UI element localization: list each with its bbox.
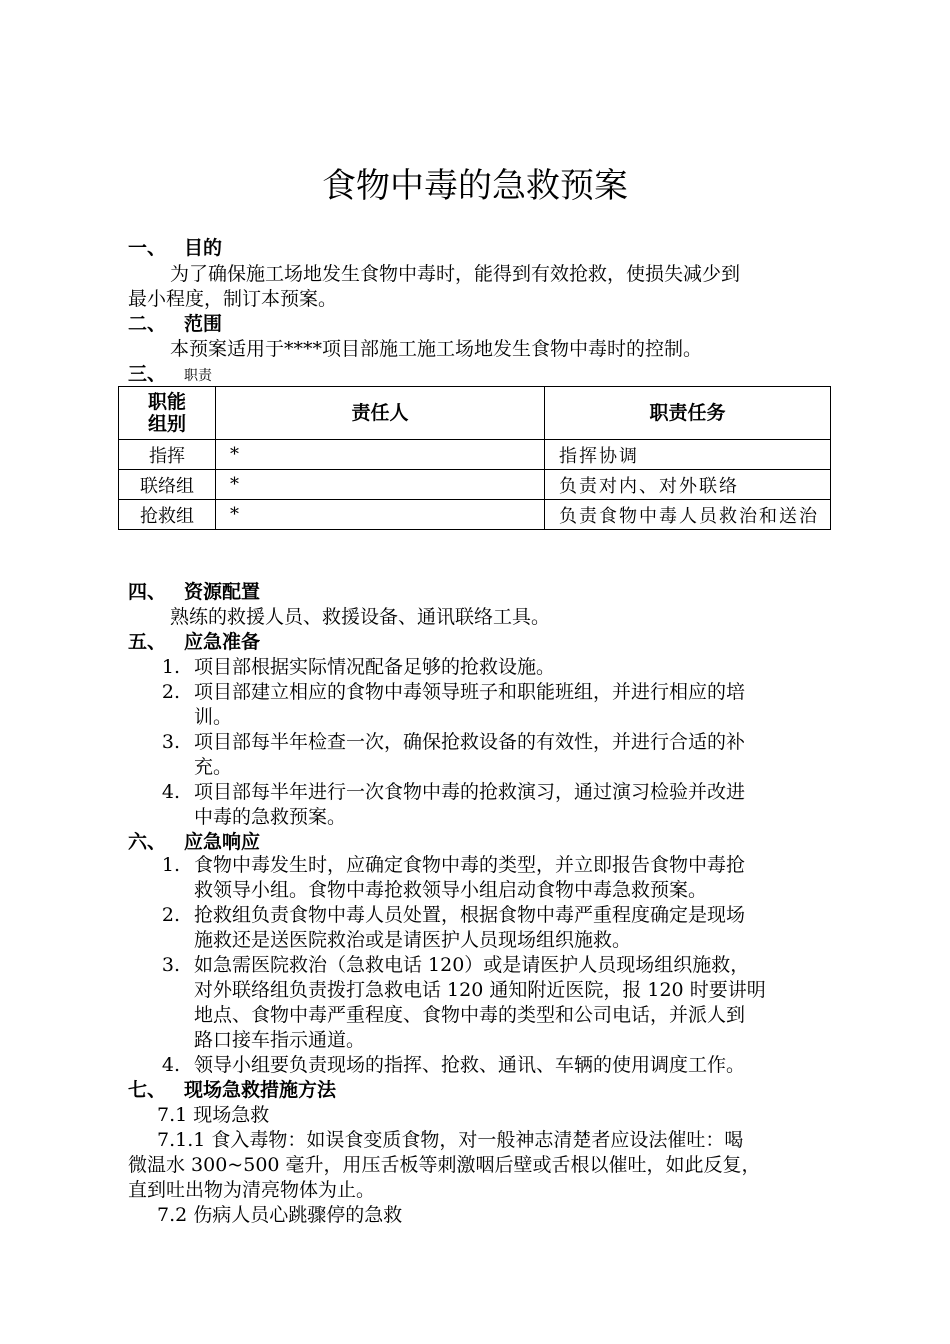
- section-4-heading: [128, 580, 260, 604]
- section-2-number: 二、: [128, 313, 167, 335]
- section-5-heading: [128, 630, 260, 654]
- list-text-cont: 路口接车指示通道。: [194, 1029, 366, 1051]
- list-number: 1.: [161, 854, 180, 876]
- section-1-body-line1: 为了确保施工场地发生食物中毒时，能得到有效抢救，使损失减少到: [170, 263, 741, 285]
- list-number: 3.: [161, 731, 180, 753]
- list-item: [160, 680, 860, 730]
- section-6-number: 六、: [128, 831, 167, 853]
- header-group-line1: 职能: [147, 391, 186, 413]
- list-item: [160, 853, 860, 903]
- table-header-group: [119, 387, 216, 440]
- list-text-cont: 对外联络组负责拨打急救电话 120 通知附近医院，报 120 时要讲明: [194, 979, 766, 1001]
- list-item: [160, 1053, 860, 1078]
- list-text-cont: 中毒的急救预案。: [194, 806, 347, 828]
- list-text: 项目部建立相应的食物中毒领导班子和职能班组，并进行相应的培: [194, 681, 746, 703]
- list-item: [160, 953, 860, 1053]
- section-4-title: 资源配置: [184, 581, 261, 603]
- section-7-body-line2: 微温水 300~500 毫升，用压舌板等刺激咽后壁或舌根以催吐，如此反复，: [128, 1154, 761, 1176]
- table-row: [119, 440, 831, 470]
- section-4-number: 四、: [128, 581, 167, 603]
- list-number: 1.: [161, 656, 180, 678]
- section-1-title: 目的: [184, 237, 223, 259]
- section-3-number: 三、: [128, 363, 167, 385]
- list-text: 领导小组要负责现场的指挥、抢救、通讯、车辆的使用调度工作。: [194, 1054, 746, 1076]
- table-cell-group: 联络组: [119, 470, 216, 500]
- list-text: 项目部根据实际情况配备足够的抢救设施。: [194, 656, 556, 678]
- section-7-body-line3: 直到吐出物为清亮物体为止。: [128, 1179, 376, 1201]
- header-group-line2: 组别: [147, 413, 186, 435]
- list-text-cont: 施救还是送医院救治或是请医护人员现场组织施救。: [194, 929, 632, 951]
- table-cell-task: 负责食物中毒人员救治和送治: [545, 500, 831, 530]
- table-cell-person: *: [216, 440, 545, 470]
- list-item: [160, 903, 860, 953]
- table-row: [119, 470, 831, 500]
- page-title: 食物中毒的急救预案: [322, 166, 628, 206]
- table-cell-person: *: [216, 500, 545, 530]
- section-7-title: 现场急救措施方法: [184, 1079, 337, 1101]
- list-number: 4.: [161, 1054, 180, 1076]
- section-7-number: 七、: [128, 1079, 167, 1101]
- responsibility-table: [118, 386, 831, 530]
- list-text-cont: 地点、食物中毒严重程度、食物中毒的类型和公司电话，并派人到: [194, 1004, 746, 1026]
- table-cell-task: 负责对内、对外联络: [545, 470, 831, 500]
- list-text: 项目部每半年进行一次食物中毒的抢救演习，通过演习检验并改进: [194, 781, 746, 803]
- section-1-heading: [128, 236, 222, 260]
- table-header-person: 责任人: [216, 387, 545, 440]
- section-2-title: 范围: [184, 313, 223, 335]
- list-item: [160, 730, 860, 780]
- subsection-7-2: 7.2 伤病人员心跳骤停的急救: [157, 1204, 403, 1226]
- section-1-body-line2: 最小程度，制订本预案。: [128, 288, 338, 310]
- section-5-title: 应急准备: [184, 631, 261, 653]
- list-text: 项目部每半年检查一次，确保抢救设备的有效性，并进行合适的补: [194, 731, 746, 753]
- table-cell-person: *: [216, 470, 545, 500]
- list-item: [160, 655, 860, 680]
- table-header-row: [119, 387, 831, 440]
- list-number: 2.: [161, 904, 180, 926]
- table-cell-task: 指挥协调: [545, 440, 831, 470]
- list-text-cont: 救领导小组。食物中毒抢救领导小组启动食物中毒急救预案。: [194, 879, 708, 901]
- section-1-number: 一、: [128, 237, 167, 259]
- list-number: 3.: [161, 954, 180, 976]
- table-header-task: 职责任务: [545, 387, 831, 440]
- list-text: 如急需医院救治（急救电话 120）或是请医护人员现场组织施救，: [194, 954, 750, 976]
- section-4-body: 熟练的救援人员、救援设备、通讯联络工具。: [170, 606, 551, 628]
- section-6-title: 应急响应: [184, 831, 261, 853]
- list-item: [160, 780, 860, 830]
- section-7-heading: [128, 1078, 336, 1102]
- section-5-number: 五、: [128, 631, 167, 653]
- list-text-cont: 充。: [194, 756, 233, 778]
- section-2-heading: [128, 312, 222, 336]
- list-text: 食物中毒发生时，应确定食物中毒的类型，并立即报告食物中毒抢: [194, 854, 746, 876]
- table-cell-group: 抢救组: [119, 500, 216, 530]
- section-3-title: 职责: [184, 368, 212, 384]
- table-row: [119, 500, 831, 530]
- subsection-7-1: 7.1 现场急救: [157, 1104, 270, 1126]
- list-text: 抢救组负责食物中毒人员处置，根据食物中毒严重程度确定是现场: [194, 904, 746, 926]
- list-number: 2.: [161, 681, 180, 703]
- list-number: 4.: [161, 781, 180, 803]
- table-cell-group: 指挥: [119, 440, 216, 470]
- section-3-heading: [128, 362, 212, 388]
- list-text-cont: 训。: [194, 706, 233, 728]
- section-7-body-line1: 7.1.1 食入毒物：如误食变质食物，对一般神志清楚者应设法催吐：喝: [157, 1129, 744, 1151]
- section-2-body: 本预案适用于****项目部施工施工场地发生食物中毒时的控制。: [170, 338, 703, 360]
- section-6-heading: [128, 830, 260, 854]
